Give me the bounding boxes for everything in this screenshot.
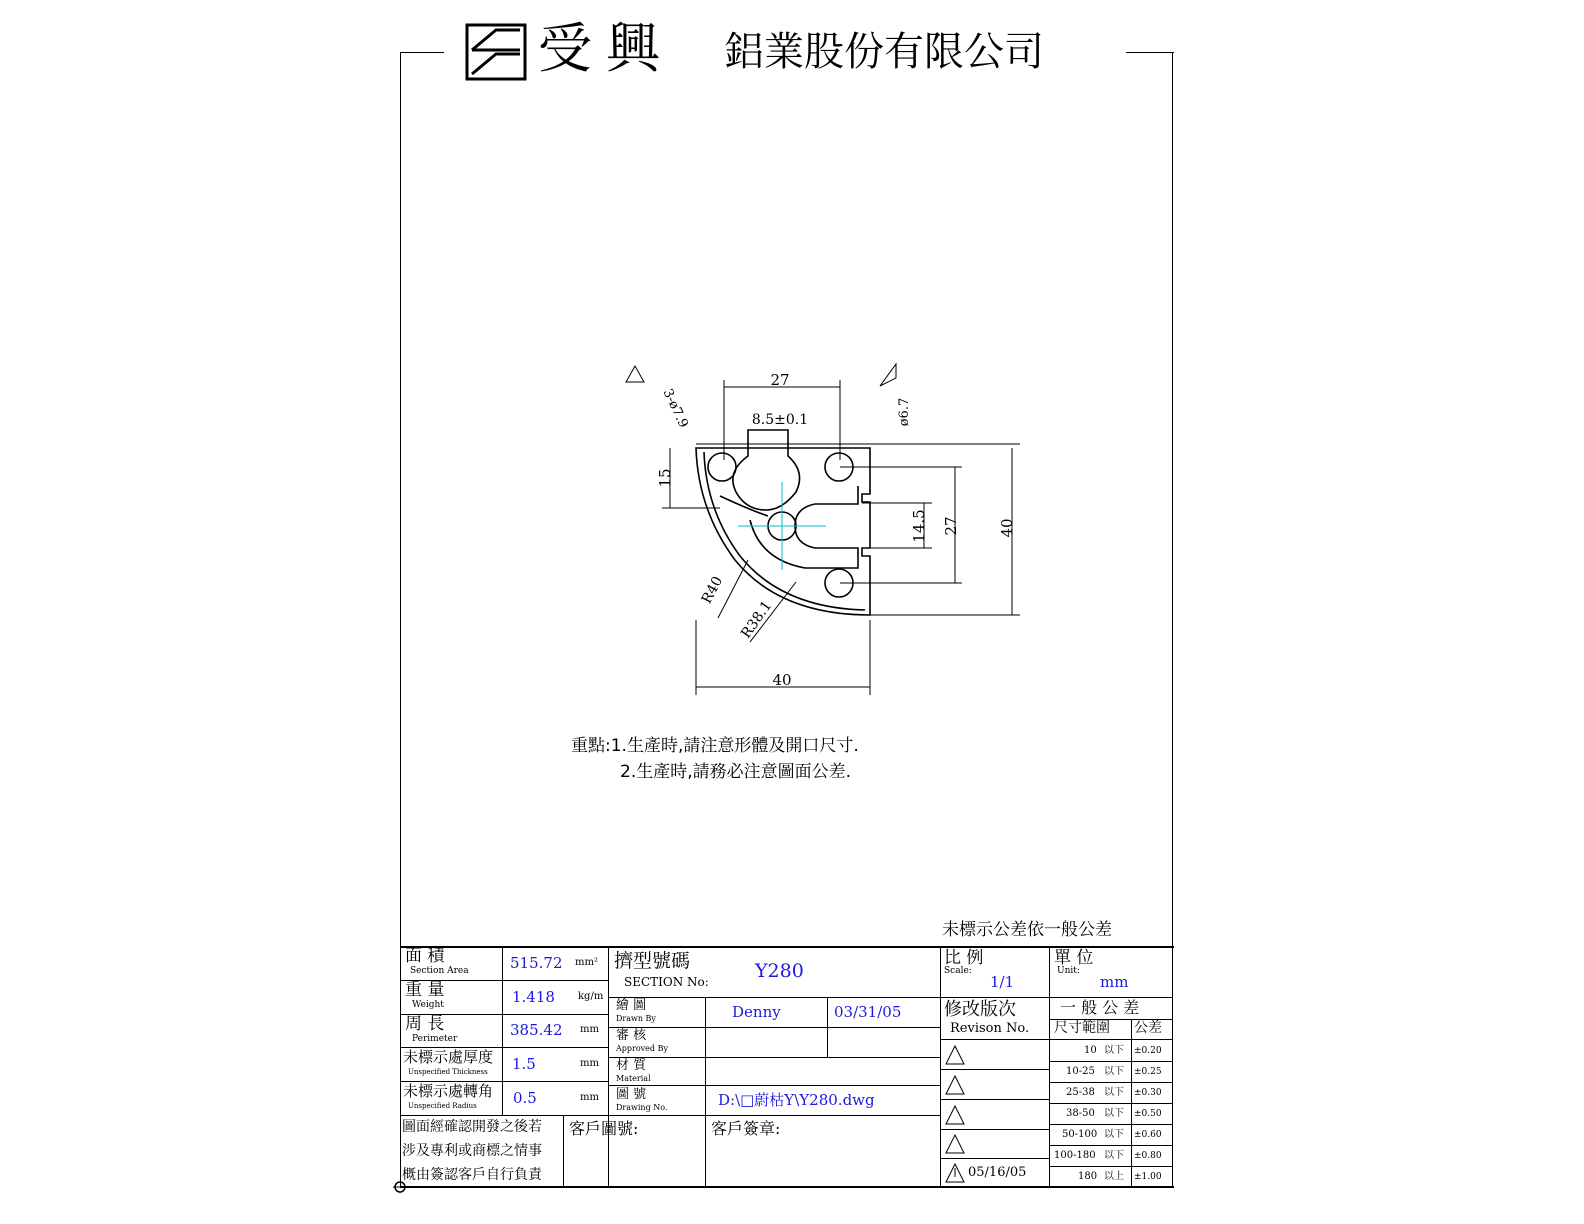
dim-bottom-width: 40 [772,671,792,689]
tolerance-note: 未標示公差依一般公差 [942,920,1112,940]
area-value: 515.72 [510,954,563,972]
note-line-2: 2.生產時,請務必注意圖面公差. [620,762,852,782]
drawn-date: 03/31/05 [834,1003,902,1021]
disclaimer-1: 圖面經確認開發之後若 [402,1119,542,1135]
company-name: 鋁業股份有限公司 [724,29,1044,75]
revision-markers [626,364,896,386]
dim-hole-single: ø6.7 [897,397,912,427]
dim-left-height: 15 [656,468,674,488]
weight-value: 1.418 [512,988,555,1006]
frame-top-right [1126,52,1174,53]
disclaimer-3: 概由簽認客戶自行負責 [402,1167,542,1183]
dim-right-total: 40 [998,518,1016,538]
scale-value: 1/1 [990,973,1015,991]
dimension-lines [659,380,1020,695]
dim-holes: 3-ø7.9 [659,386,691,431]
profile-drawing [600,360,1040,700]
dim-right-mid: 27 [942,516,960,536]
dim-mid-height: 14.5 [910,509,928,543]
disclaimer-2: 涉及專利或商標之情事 [402,1143,542,1159]
dim-inner-radius: R38.1 [738,598,776,642]
brand-name: 受興 [538,17,674,80]
customer-sign-label: 客戶簽章: [711,1119,781,1138]
dim-outer-radius: R40 [698,573,727,607]
center-lines [738,482,826,570]
revision-date: 05/16/05 [968,1165,1027,1180]
note-line-1: 重點:1.生產時,請注意形體及開口尺寸. [571,736,859,756]
company-logo [464,22,528,82]
customer-drawing-label: 客戶圖號: [569,1119,639,1138]
revision-triangles [944,1043,968,1183]
section-no-label: 擠型號碼 [614,950,691,972]
radius-value: 0.5 [513,1089,537,1107]
perimeter-value: 385.42 [510,1021,563,1039]
origin-marker-icon [393,1180,407,1194]
thickness-value: 1.5 [512,1055,536,1073]
unit-value: mm [1100,973,1129,991]
drawing-no-value: D:\□蔚枯Y\Y280.dwg [718,1091,875,1109]
frame-top-left [400,52,444,53]
dim-slot: 8.5±0.1 [751,412,809,428]
dim-top-width: 27 [770,371,790,389]
drawn-by-value: Denny [732,1003,781,1021]
section-no-value: Y280 [755,960,804,982]
